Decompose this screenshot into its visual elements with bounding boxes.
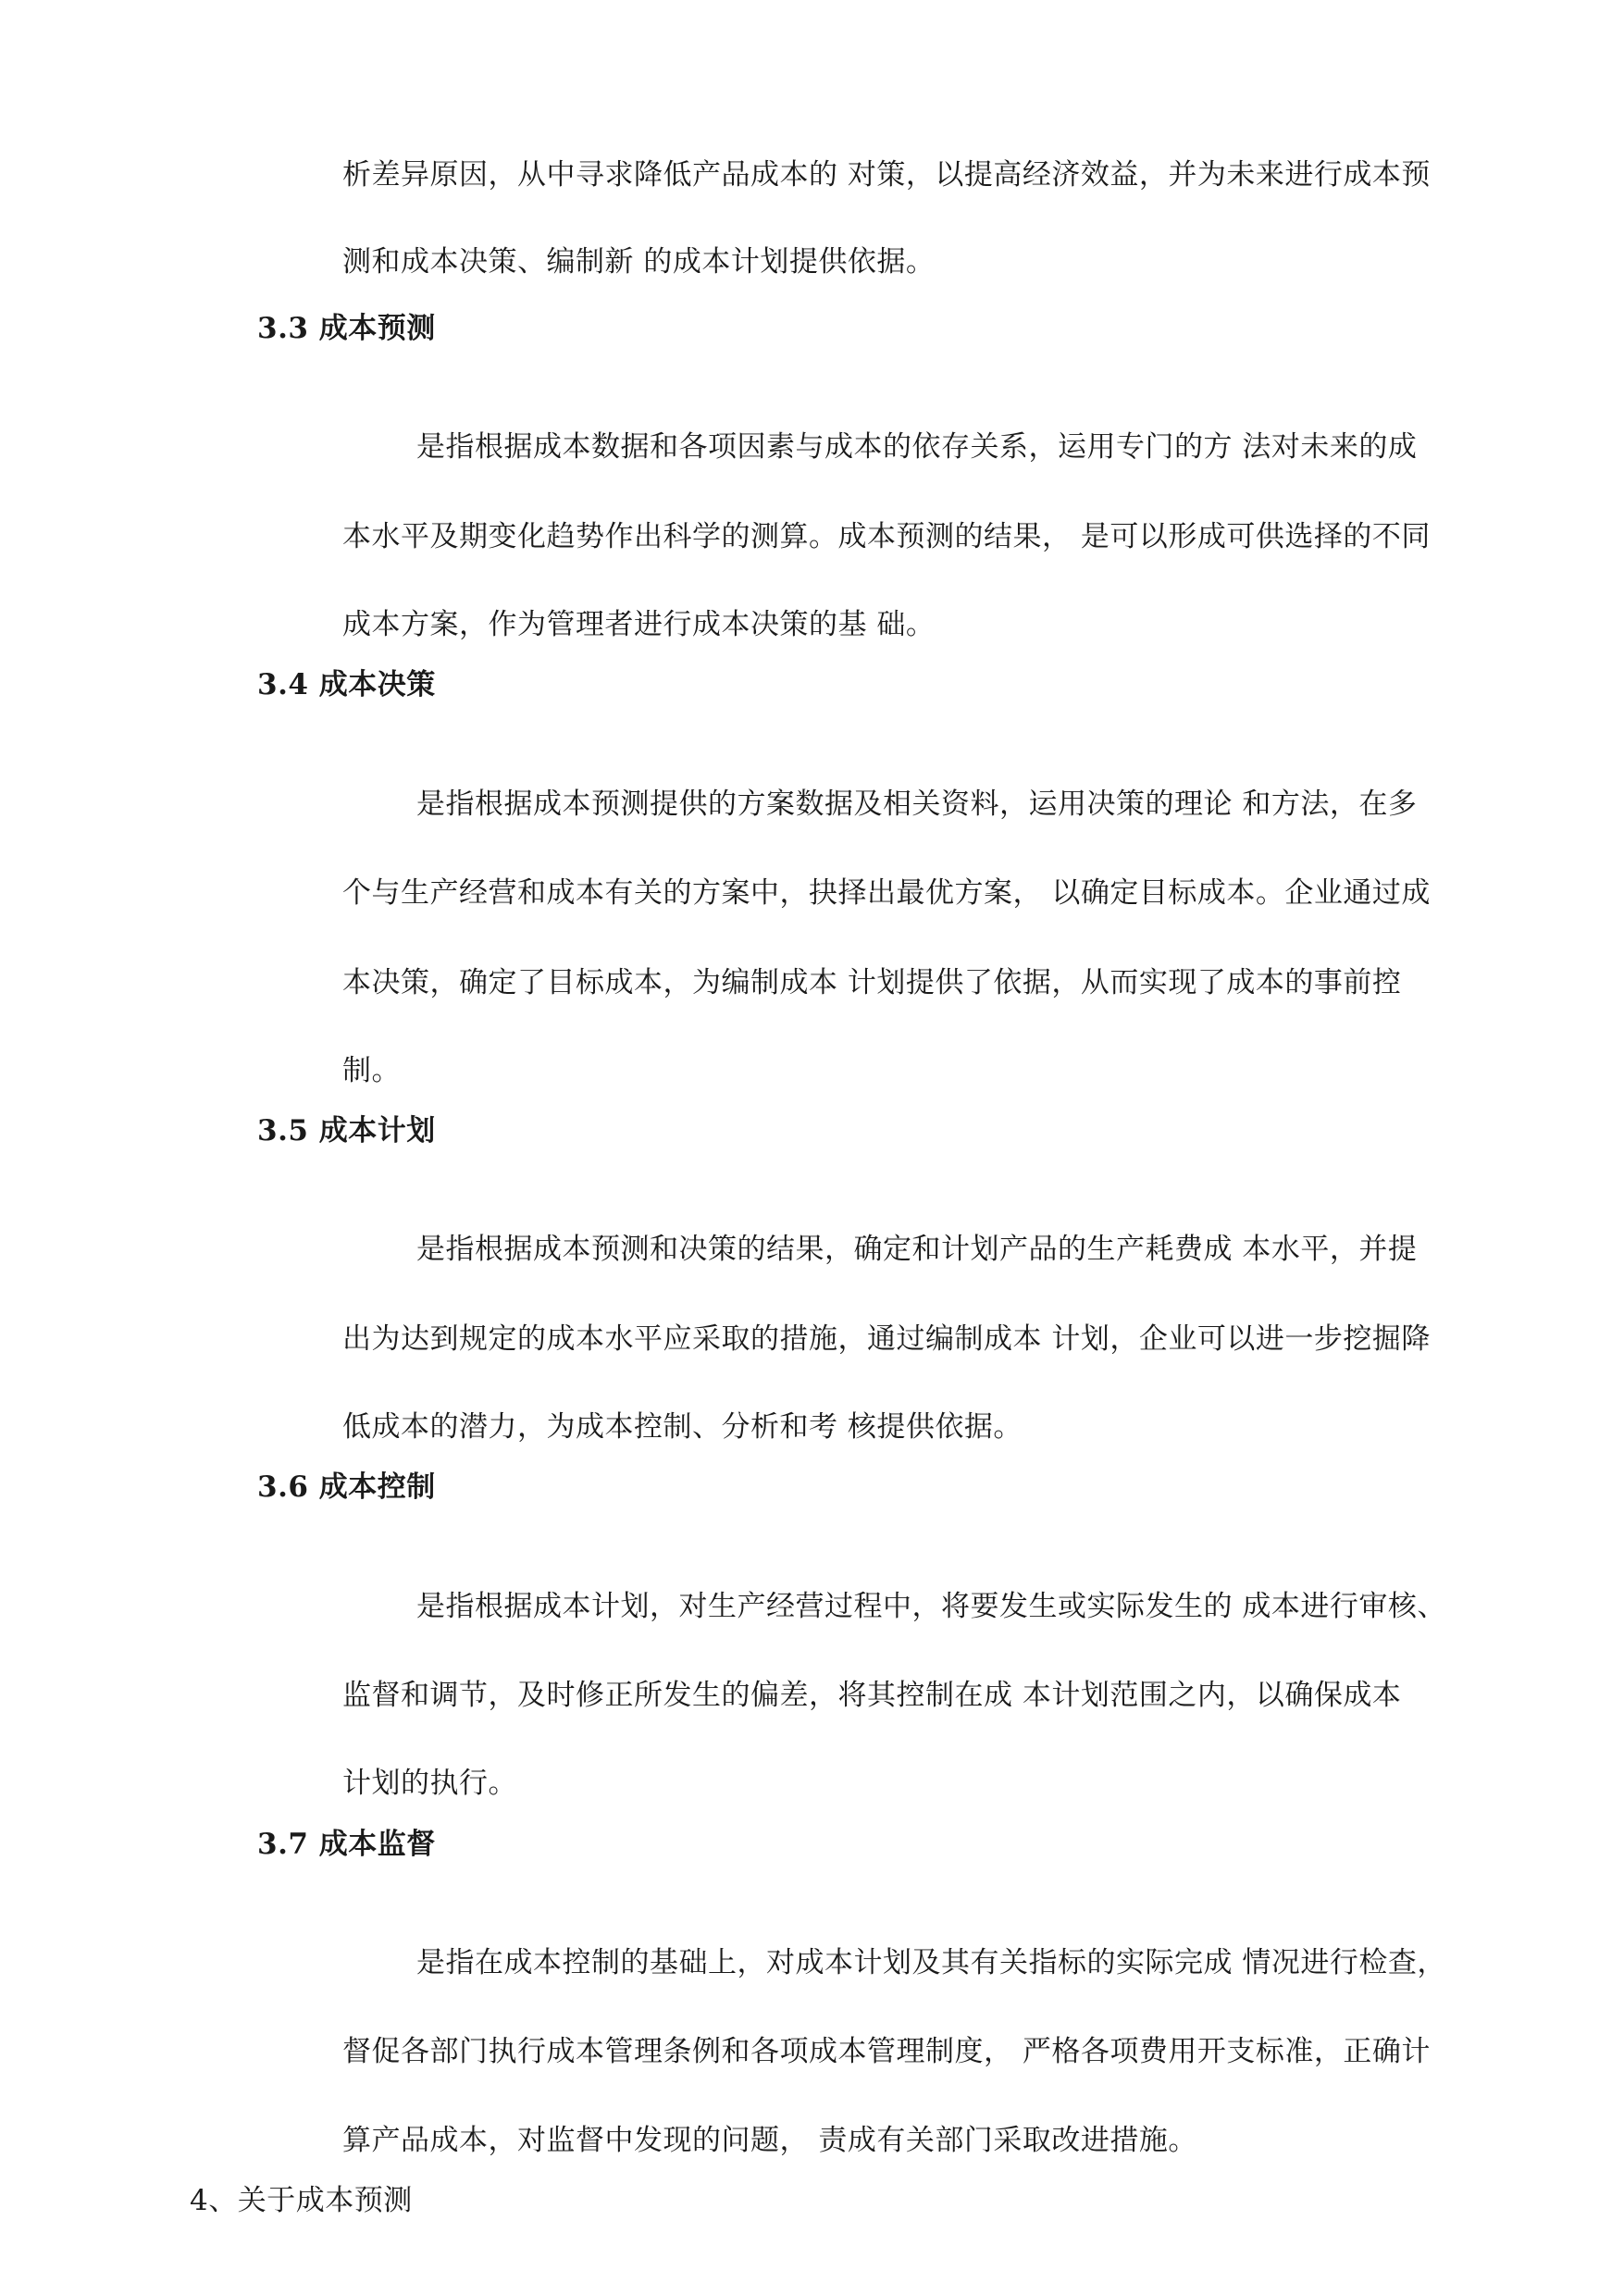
body-text-line: 监督和调节，及时修正所发生的偏差，将其控制在成 本计划范围之内，以确保成本 — [342, 1679, 1402, 1712]
section-heading-3-5: 3.5 成本计划 — [257, 1114, 436, 1148]
section-heading-3-4: 3.4 成本决策 — [257, 668, 436, 701]
body-text-line: 计划的执行。 — [342, 1767, 517, 1800]
body-text-line: 个与生产经营和成本有关的方案中，抉择出最优方案， 以确定目标成本。企业通过成 — [342, 876, 1431, 910]
body-text-line: 测和成本决策、编制新 的成本计划提供依据。 — [342, 245, 936, 279]
body-text-line: 析差异原因，从中寻求降低产品成本的 对策，以提高经济效益，并为未来进行成本预 — [342, 158, 1431, 192]
body-text-line: 是指根据成本计划，对生产经营过程中，将要发生或实际发生的 成本进行审核、 — [416, 1590, 1446, 1623]
body-text-line: 算产品成本，对监督中发现的问题， 责成有关部门采取改进措施。 — [342, 2124, 1197, 2157]
body-text-line: 低成本的潜力，为成本控制、分析和考 核提供依据。 — [342, 1410, 1023, 1444]
body-text-line: 是指根据成本预测提供的方案数据及相关资料，运用决策的理论 和方法，在多 — [416, 788, 1418, 821]
section-heading-3-7: 3.7 成本监督 — [257, 1828, 436, 1861]
body-text-line: 出为达到规定的成本水平应采取的措施，通过编制成本 计划，企业可以进一步挖掘降 — [342, 1322, 1431, 1356]
section-heading-4: 4、关于成本预测 — [190, 2184, 413, 2217]
body-text-line: 督促各部门执行成本管理条例和各项成本管理制度， 严格各项费用开支标准，正确计 — [342, 2035, 1431, 2068]
body-text-line: 制。 — [342, 1054, 401, 1087]
body-text-line: 本水平及期变化趋势作出科学的测算。成本预测的结果， 是可以形成可供选择的不同 — [342, 520, 1431, 553]
section-heading-3-6: 3.6 成本控制 — [257, 1470, 436, 1504]
body-text-line: 成本方案，作为管理者进行成本决策的基 础。 — [342, 608, 936, 641]
section-heading-3-3: 3.3 成本预测 — [257, 312, 436, 345]
body-text-line: 是指根据成本预测和决策的结果，确定和计划产品的生产耗费成 本水平，并提 — [416, 1233, 1418, 1266]
body-text-line: 是指根据成本数据和各项因素与成本的依存关系，运用专门的方 法对未来的成 — [416, 430, 1418, 464]
body-text-line: 本决策，确定了目标成本，为编制成本 计划提供了依据，从而实现了成本的事前控 — [342, 966, 1402, 999]
body-text-line: 是指在成本控制的基础上，对成本计划及其有关指标的实际完成 情况进行检查， — [416, 1946, 1446, 1979]
